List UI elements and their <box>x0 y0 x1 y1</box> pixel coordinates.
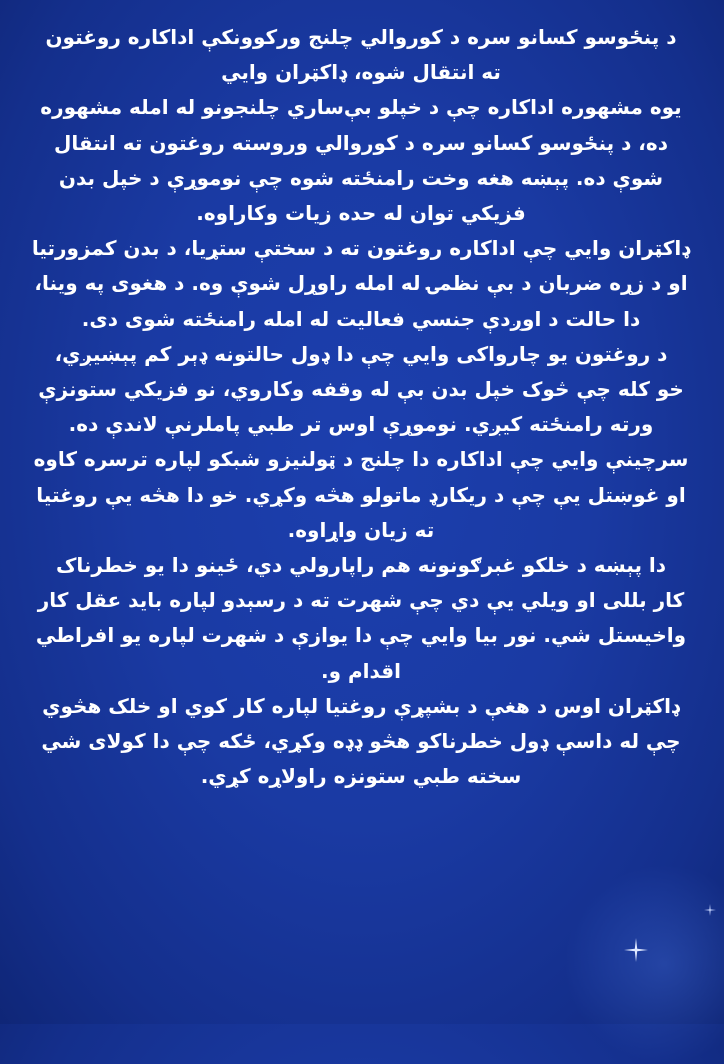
text-line: ته زيان واړاوه. <box>287 517 435 542</box>
article-headline <box>28 20 694 90</box>
article-paragraph <box>28 689 694 795</box>
sparkle-icon <box>624 938 648 962</box>
text-line: دا پېښه د خلکو غبرګونونه هم راپارولي دي، ځينو دا يو خطرناک <box>55 553 667 578</box>
text-line: د روغتون يو چارواکی وايي چې دا ډول حالتونه ډېر کم پېښيږي، <box>54 341 668 366</box>
text-line: او غوښتل يې چې د ريکارډ ماتولو هڅه وکړي. خو دا هڅه يې روغتيا <box>36 482 686 507</box>
text-line: دا حالت د اوږدې جنسي فعاليت له امله رامنځته شوی دی. <box>81 306 641 331</box>
text-line: یوه مشهوره اداکاره چې د خپلو بې‌ساري چلنجونو له امله مشهوره <box>40 95 682 120</box>
text-line: اقدام و. <box>320 658 401 683</box>
text-line: خو کله چې څوک خپل بدن بې له وقفه وکاروي، نو فزيکي ستونزې <box>38 377 684 402</box>
article-paragraph <box>28 337 694 443</box>
text-line: کار بللی او ويلي يې دي چې شهرت ته د رسېدو لپاره بايد عقل کار <box>37 588 685 613</box>
text-line: فزيکي توان له حده زيات وکاراوه. <box>196 201 526 226</box>
text-line: او د زړه ضربان د بې نظمۍ له امله راوړل شوې وه. د هغوی په وينا، <box>34 271 688 296</box>
article-paragraph <box>28 442 694 548</box>
text-line: سرچينې وايي چې اداکاره دا چلنج د ټولنيزو شبکو لپاره ترسره کاوه <box>33 447 689 472</box>
news-article <box>28 20 694 794</box>
text-line: شوې ده. پېښه هغه وخت رامنځته شوه چې نوموړې د خپل بدن <box>58 165 664 190</box>
article-paragraph <box>28 548 694 689</box>
corner-glow <box>564 864 724 1064</box>
text-line: ته انتقال شوه، ډاکټران وايي <box>221 60 501 85</box>
text-line: ډاکټران وايي چې اداکاره روغتون ته د سختې ستړيا، د بدن کمزورتيا <box>31 236 691 261</box>
text-line: ورته رامنځته کيږي. نوموړې اوس تر طبي پاملرنې لاندې ده. <box>68 412 654 437</box>
text-line: ده، د پنځوسو کسانو سره د کوروالي وروسته روغتون ته انتقال <box>54 130 668 155</box>
text-line: واخيستل شي. نور بيا وايي چې دا يوازې د شهرت لپاره يو افراطي <box>35 623 687 648</box>
text-line: د پنځوسو کسانو سره د کوروالي چلنج ورکوونکې اداکاره روغتون <box>45 25 677 49</box>
sparkle-icon <box>704 904 716 916</box>
article-paragraph <box>28 90 694 231</box>
text-line: ډاکټران اوس د هغې د بشپړې روغتيا لپاره کار کوي او خلک هڅوي <box>42 693 680 718</box>
text-line: چې له داسې ډول خطرناکو هڅو ډډه وکړي، ځکه چې دا کولای شي <box>41 729 681 754</box>
text-line: سخته طبي ستونزه راولاړه کړي. <box>200 764 522 789</box>
article-paragraph <box>28 231 694 337</box>
